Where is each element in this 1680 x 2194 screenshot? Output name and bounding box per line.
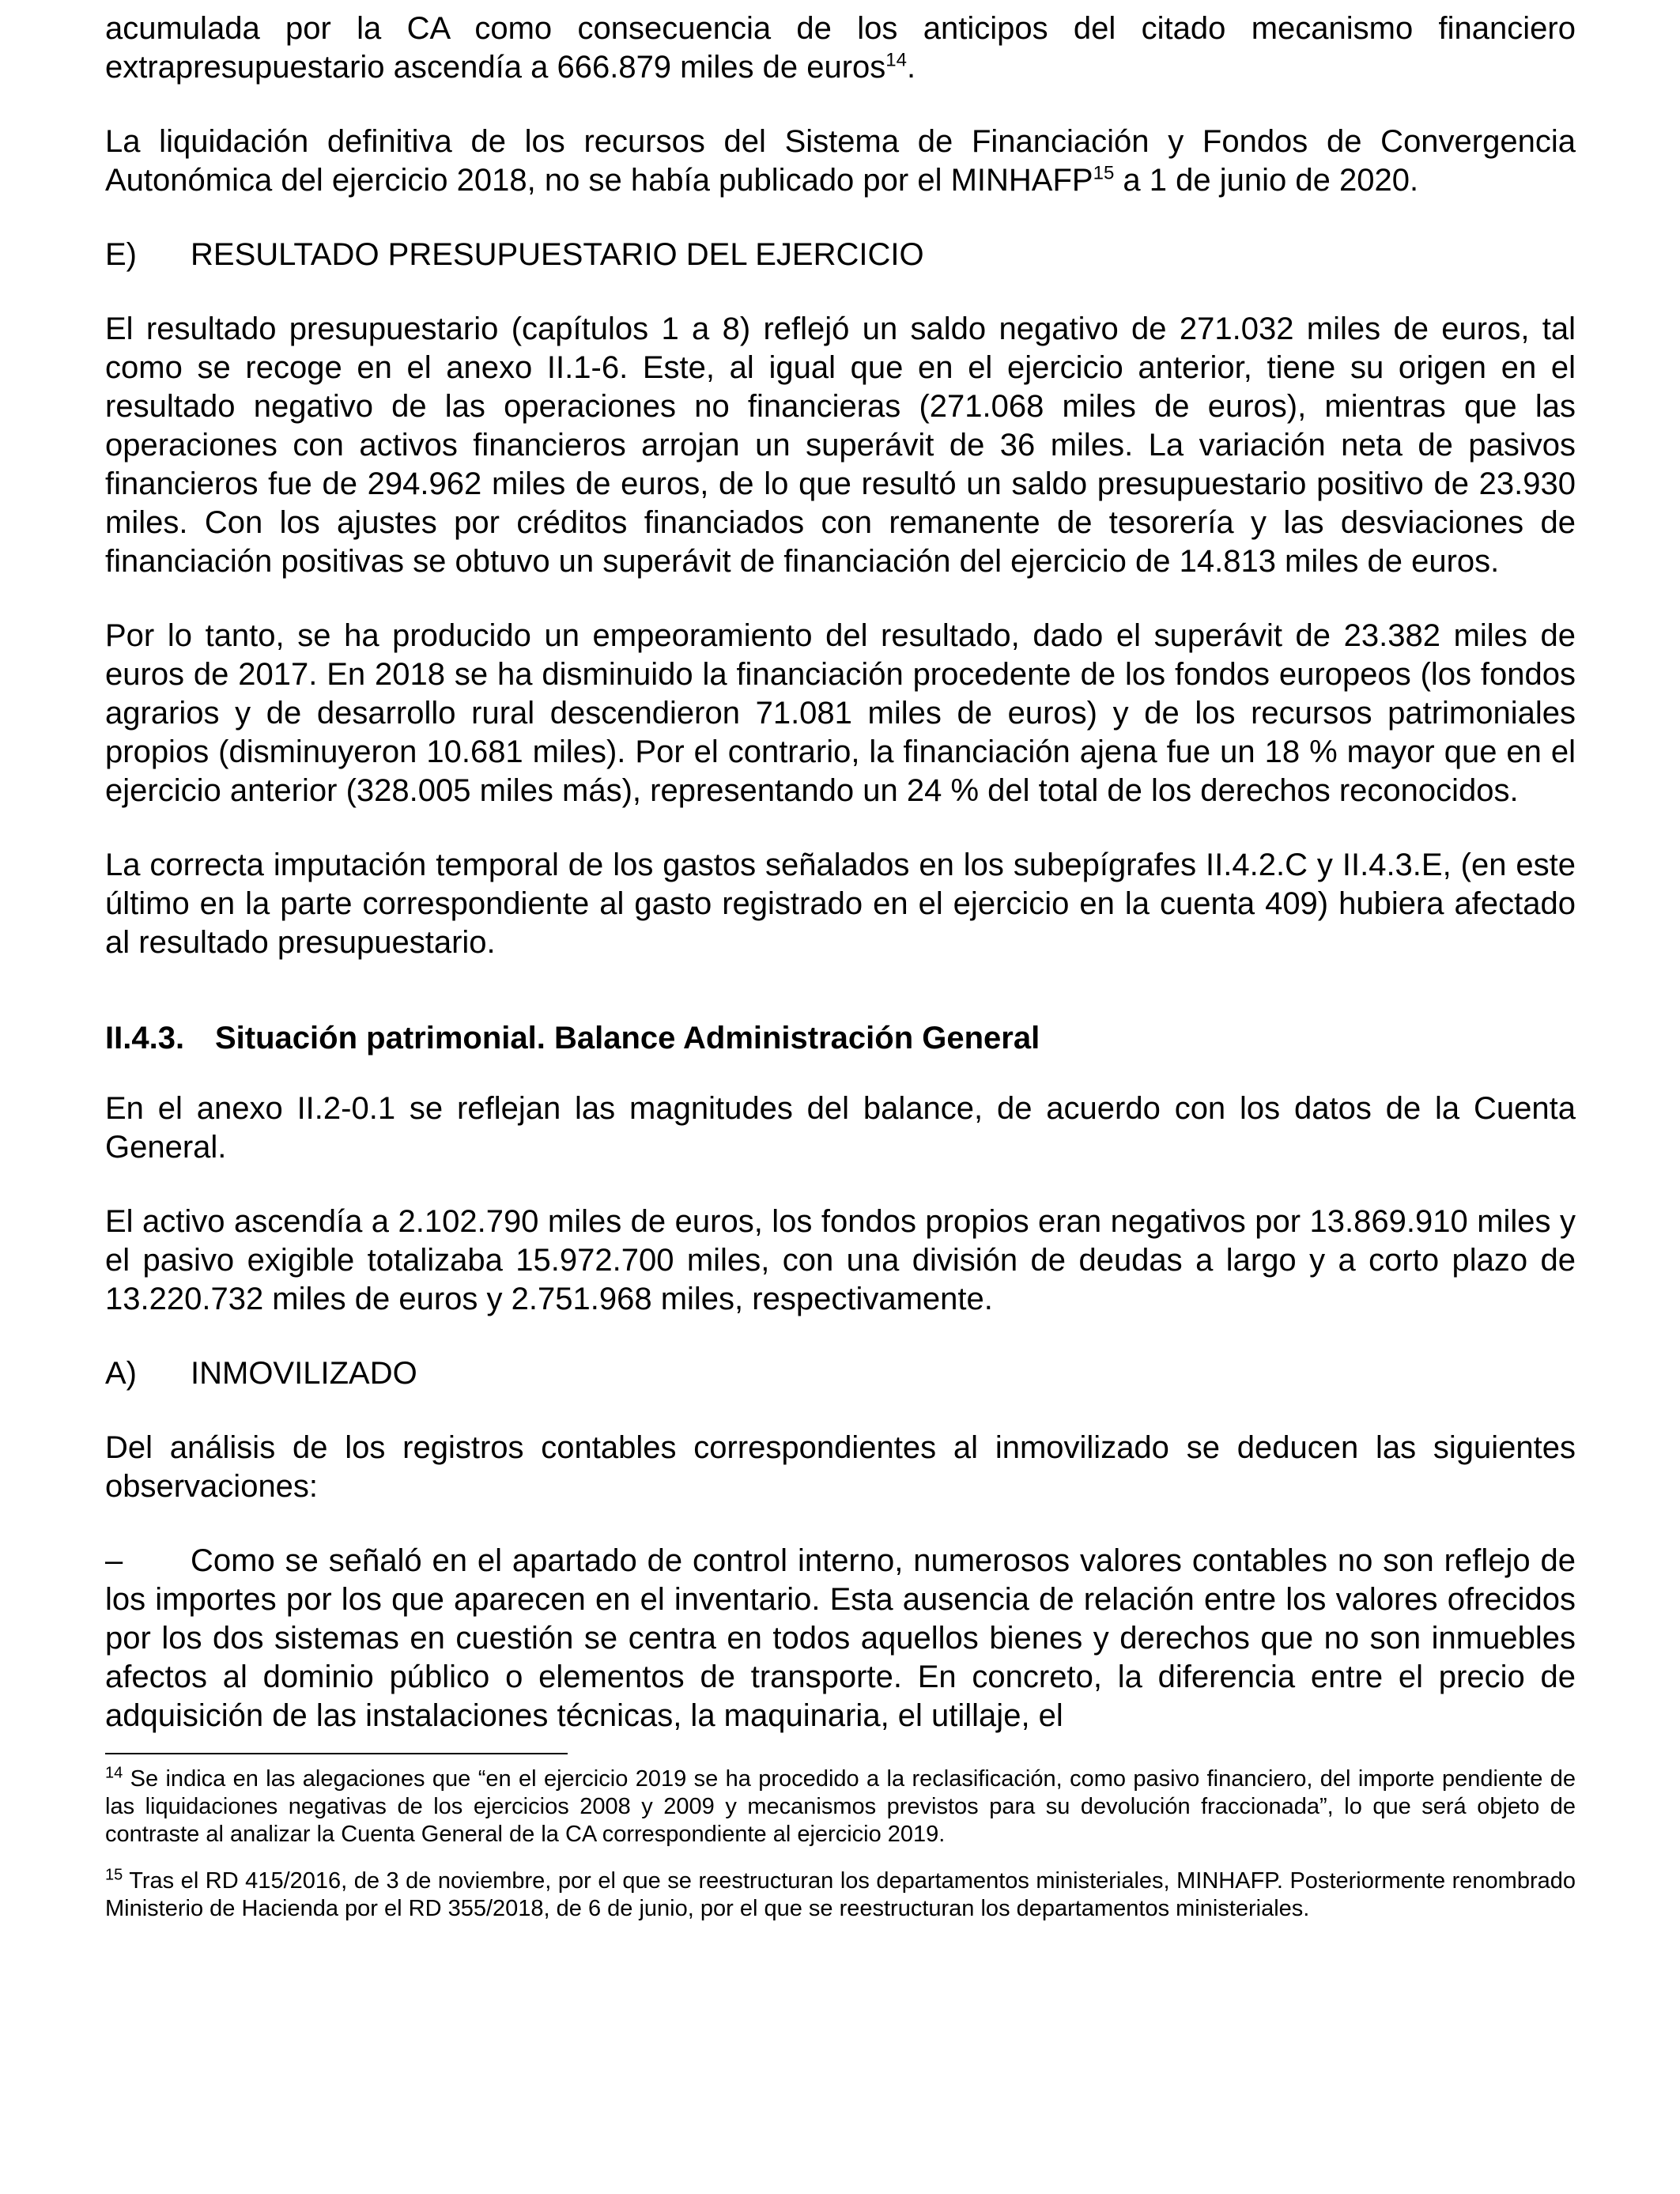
paragraph-imputacion: La correcta imputación temporal de los gastos señalados en los subepígrafes II.4.2.C y II.4.3.E, (en este último en la parte correspondiente al gasto registrado en el ejercicio en la cuenta 409) hubiera afectado al resultado presupuestario. xyxy=(105,848,1576,960)
subheading-title: RESULTADO PRESUPUESTARIO DEL EJERCICIO xyxy=(191,237,924,272)
section-heading-situacion-patrimonial xyxy=(105,1019,1576,1058)
dash-bullet: – xyxy=(105,1543,123,1578)
paragraph-activo: El activo ascendía a 2.102.790 miles de euros, los fondos propios eran negativos por 13.869.910 miles y el pasivo exigible totalizaba 15.972.700 miles, con una división de deudas a largo y a corto plazo de 13.220.732 miles de euros y 2.751.968 miles, respectivamente. xyxy=(105,1204,1576,1316)
footnote-number: 14 xyxy=(105,1764,123,1782)
subheading-title: INMOVILIZADO xyxy=(191,1356,417,1391)
footnote-separator xyxy=(105,1753,568,1754)
footnote-number: 15 xyxy=(105,1866,123,1884)
paragraph-anticipos: acumulada por la CA como consecuencia de los anticipos del citado mecanismo financiero extrapresupuestario ascendía a 666.879 miles de euros$^{14}$. xyxy=(105,11,1576,85)
paragraph-empeoramiento: Por lo tanto, se ha producido un empeoramiento del resultado, dado el superávit de 23.382 miles de euros de 2017. En 2018 se ha disminuido la financiación procedente de los fondos europeos (los fondos agrarios y de desarrollo rural descendieron 71.081 miles de euros) y de los recursos patrimoniales propios (disminuyeron 10.681 miles). Por el contrario, la financiación ajena fue un 18 % mayor que en el ejercicio anterior (328.005 miles más), representando un 24 % del total de los derechos reconocidos. xyxy=(105,618,1576,808)
document-page xyxy=(105,9,1576,1923)
section-title: Situación patrimonial. Balance Administración General xyxy=(215,1021,1040,1055)
section-number: II.4.3. xyxy=(105,1021,185,1055)
paragraph-analisis: Del análisis de los registros contables correspondientes al inmovilizado se deducen las siguientes observaciones: xyxy=(105,1430,1576,1504)
paragraph-anexo-balance: En el anexo II.2-0.1 se reflejan las magnitudes del balance, de acuerdo con los datos de la Cuenta General. xyxy=(105,1091,1576,1165)
paragraph-liquidacion: La liquidación definitiva de los recursos del Sistema de Financiación y Fondos de Convergencia Autonómica del ejercicio 2018, no se había publicado por el MINHAFP$^{15}$ a 1 de junio de 2020. xyxy=(105,124,1576,198)
footnote-14: $^{14}$ Se indica en las alegaciones que “en el ejercicio 2019 se ha procedido a la reclasificación, como pasivo financiero, del importe pendiente de las liquidaciones negativas de los ejercicios 2008 y 2009 y mecanismos previstos para su devolución fraccionada”, lo que será objeto de contraste al analizar la Cuenta General de la CA correspondiente al ejercicio 2019. xyxy=(105,1764,1576,1847)
footnote-ref-15[interactable]: 15 xyxy=(1093,162,1115,184)
paragraph-resultado: El resultado presupuestario (capítulos 1 a 8) reflejó un saldo negativo de 271.032 miles de euros, tal como se recoge en el anexo II.1-6. Este, al igual que en el ejercicio anterior, tiene su origen en el resultado negativo de las operaciones no financieras (271.068 miles de euros), mientras que las operaciones con activos financieros arrojan un superávit de 36 miles. La variación neta de pasivos financieros fue de 294.962 miles de euros, de lo que resultó un saldo presupuestario positivo de 23.930 miles. Con los ajustes por créditos financiados con remanente de tesorería y las desviaciones de financiación positivas se obtuvo un superávit de financiación del ejercicio de 14.813 miles de euros. xyxy=(105,312,1576,579)
subheading-resultado-presupuestario xyxy=(105,236,1576,274)
subheading-letter: A) xyxy=(105,1356,137,1391)
subheading-letter: E) xyxy=(105,237,137,272)
footnote-15: $^{15}$ Tras el RD 415/2016, de 3 de noviembre, por el que se reestructuran los departamentos ministeriales, MINHAFP. Posteriormente renombrado Ministerio de Hacienda por el RD 355/2018, de 6 de junio, por el que se reestructuran los departamentos ministeriales. xyxy=(105,1866,1576,1921)
subheading-inmovilizado xyxy=(105,1354,1576,1393)
list-item-control-interno: – Como se señaló en el apartado de control interno, numerosos valores contables no son reflejo de los importes por los que aparecen en el inventario. Esta ausencia de relación entre los valores ofrecidos por los dos sistemas en cuestión se centra en todos aquellos bienes y derechos que no son inmuebles afectos al dominio público o elementos de transporte. En concreto, la diferencia entre el precio de adquisición de las instalaciones técnicas, la maquinaria, el utillaje, el xyxy=(105,1543,1576,1733)
footnote-ref-14[interactable]: 14 xyxy=(885,49,907,71)
